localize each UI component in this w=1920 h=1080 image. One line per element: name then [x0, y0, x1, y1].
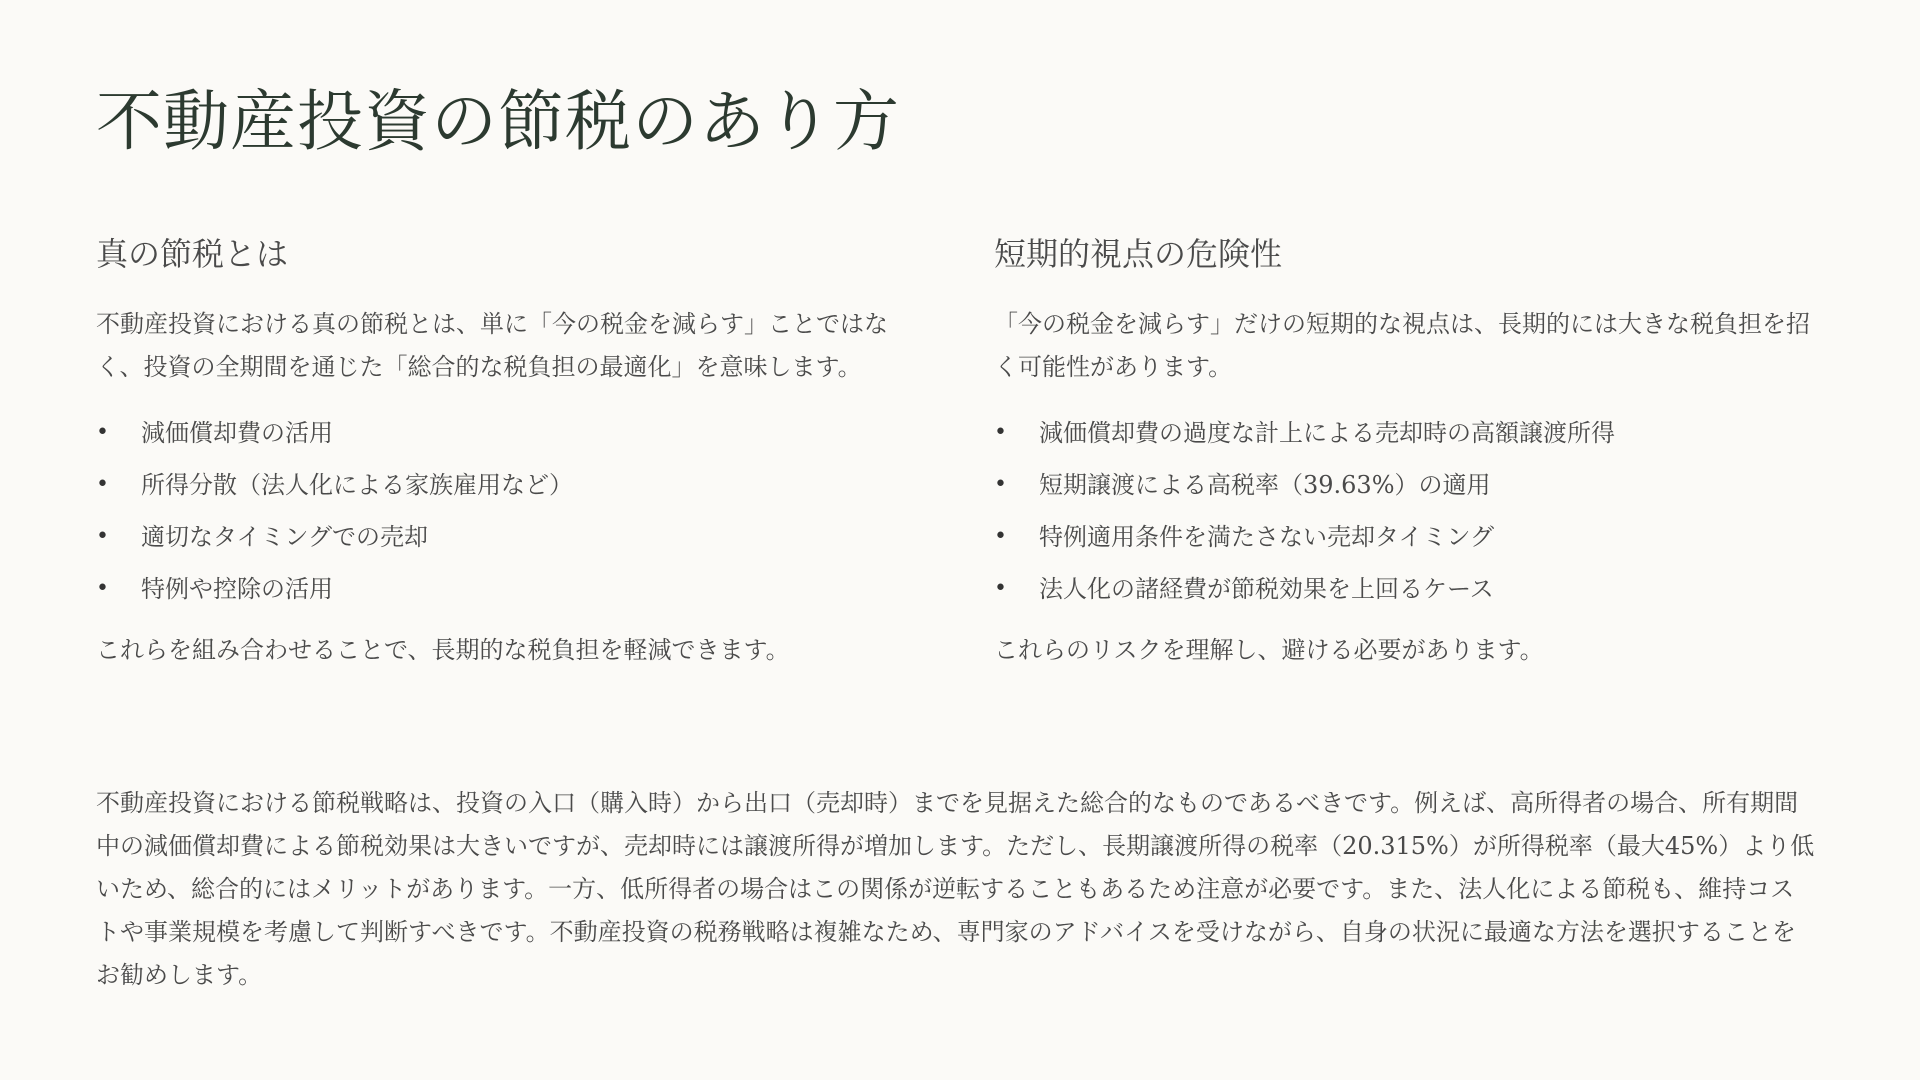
- right-column: [994, 232, 1824, 672]
- bullet-icon: •: [96, 523, 109, 549]
- right-bullet-item: [994, 407, 1824, 459]
- left-bullet-text: 減価償却費の活用: [141, 418, 333, 447]
- right-bullet-text: 短期譲渡による高税率（39.63%）の適用: [1039, 470, 1491, 499]
- right-bullet-list: [994, 407, 1824, 615]
- left-bullet-item: [96, 407, 926, 459]
- right-bullet-text: 特例適用条件を満たさない売却タイミング: [1039, 522, 1495, 551]
- left-bullet-text: 所得分散（法人化による家族雇用など）: [141, 470, 573, 499]
- right-bullet-item: [994, 511, 1824, 563]
- left-column-heading: 真の節税とは: [96, 235, 289, 273]
- bullet-icon: •: [96, 575, 109, 601]
- right-column-intro: 「今の税金を減らす」だけの短期的な視点は、長期的には大きな税負担を招く可能性があります。: [994, 309, 1810, 381]
- left-column-intro: 不動産投資における真の節税とは、単に「今の税金を減らす」ことではなく、投資の全期間を通じた「総合的な税負担の最適化」を意味します。: [96, 309, 888, 381]
- left-bullet-text: 適切なタイミングでの売却: [141, 522, 429, 551]
- left-bullet-item: [96, 459, 926, 511]
- left-bullet-text: 特例や控除の活用: [141, 574, 333, 603]
- right-bullet-item: [994, 563, 1824, 615]
- two-column-section: [96, 232, 1824, 672]
- bullet-icon: •: [96, 471, 109, 497]
- right-bullet-text: 減価償却費の過度な計上による売却時の高額譲渡所得: [1039, 418, 1615, 447]
- left-bullet-item: [96, 563, 926, 615]
- left-bullet-item: [96, 511, 926, 563]
- right-bullet-item: [994, 459, 1824, 511]
- left-bullet-list: [96, 407, 926, 615]
- bullet-icon: •: [994, 419, 1007, 445]
- page-title: 不動産投資の節税のあり方: [96, 83, 900, 160]
- bullet-icon: •: [96, 419, 109, 445]
- summary-paragraph: 不動産投資における節税戦略は、投資の入口（購入時）から出口（売却時）までを見据えた総合的なものであるべきです。例えば、高所得者の場合、所有期間中の減価償却費による節税効果は大きいですが、売却時には譲渡所得が増加します。ただし、長期譲渡所得の税率（20.315%）が所得税率（最大45%）より低いため、総合的にはメリットがあります。一方、低所得者の場合はこの関係が逆転することもあるため注意が必要です。また、法人化による節税も、維持コストや事業規模を考慮して判断すべきです。不動産投資の税務戦略は複雑なため、専門家のアドバイスを受けながら、自身の状況に最適な方法を選択することをお勧めします。: [96, 789, 1815, 989]
- left-column-closing: これらを組み合わせることで、長期的な税負担を軽減できます。: [96, 635, 790, 664]
- right-column-closing: これらのリスクを理解し、避ける必要があります。: [994, 635, 1544, 664]
- right-bullet-text: 法人化の諸経費が節税効果を上回るケース: [1039, 574, 1494, 603]
- bullet-icon: •: [994, 575, 1007, 601]
- bullet-icon: •: [994, 523, 1007, 549]
- left-column: [96, 232, 926, 672]
- bullet-icon: •: [994, 471, 1007, 497]
- right-column-heading: 短期的視点の危険性: [994, 235, 1283, 273]
